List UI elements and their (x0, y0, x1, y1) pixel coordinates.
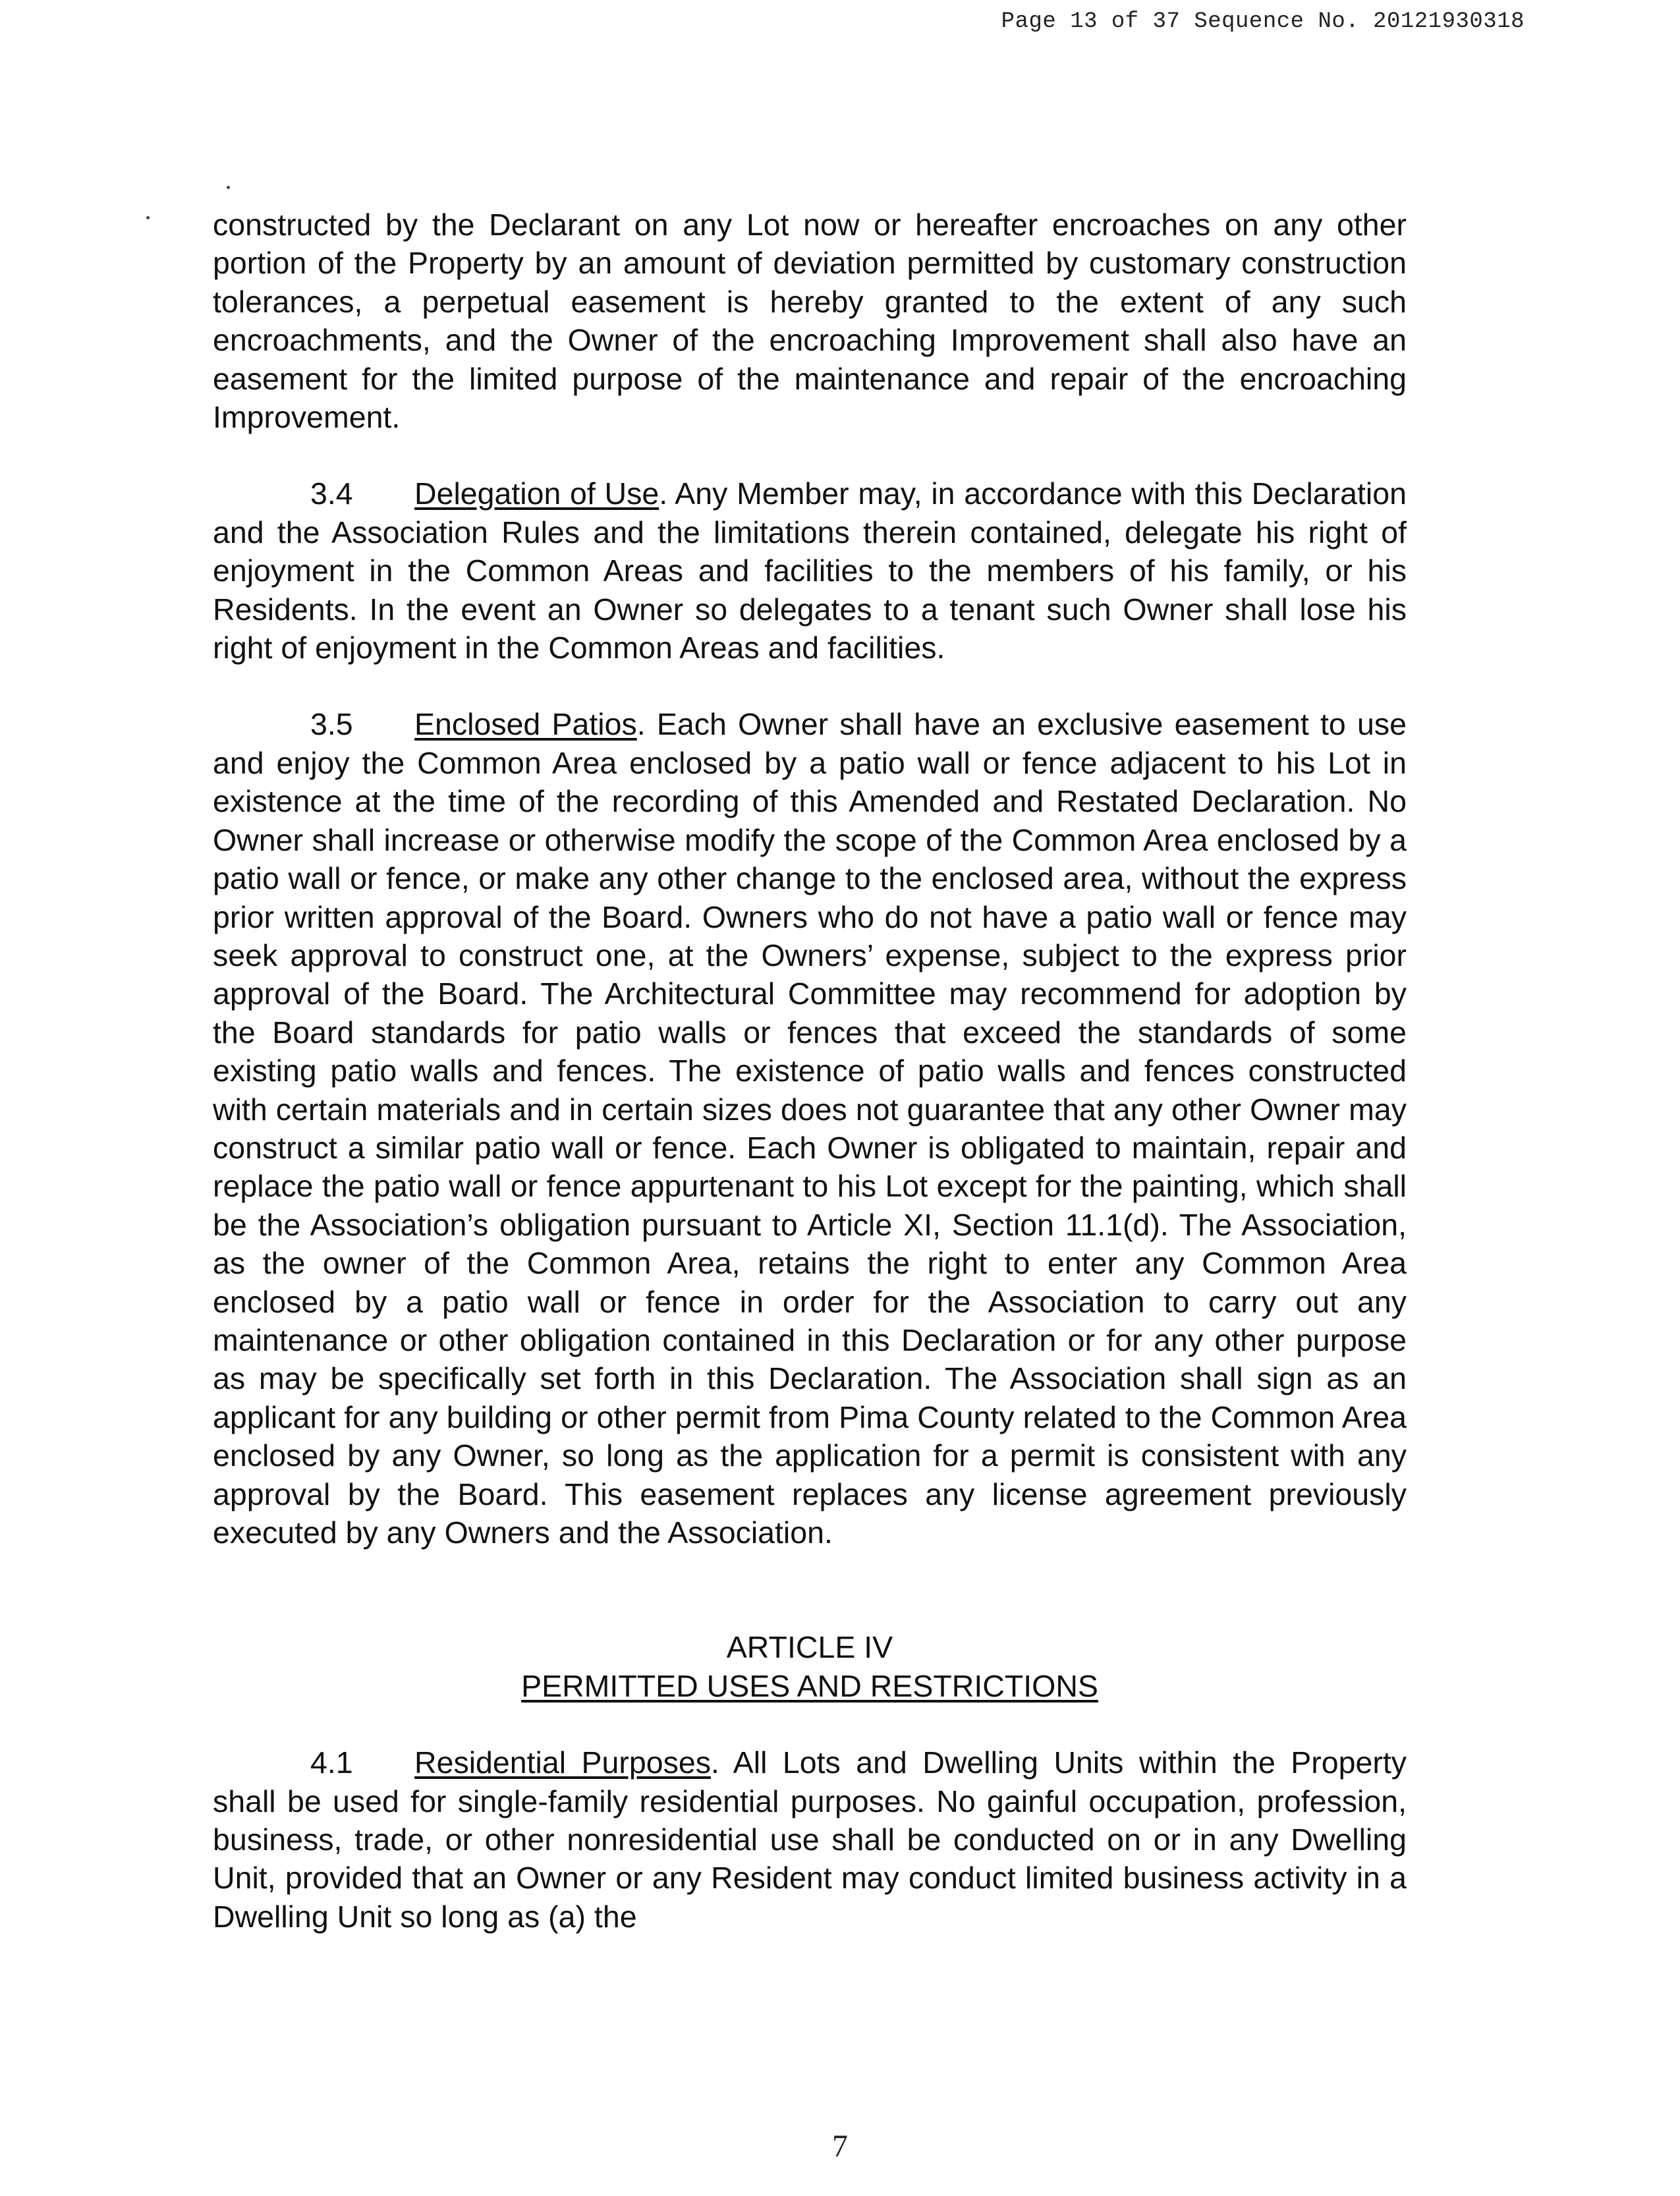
section-title: Delegation of Use (414, 476, 659, 511)
continuation-paragraph: constructed by the Declarant on any Lot now or hereafter encroaches on any other portion of the Property by an amount of deviation permitted by customary construction tolerances, a perpetual easement is hereby granted to the extent of any such encroachments, and the Owner of the encroaching Improvement shall also have an easement for the limited purpose of the maintenance and repair of the encroaching Improvement. (213, 208, 1407, 435)
article-label: ARTICLE IV (726, 1630, 893, 1665)
article-title: PERMITTED USES AND RESTRICTIONS (521, 1668, 1098, 1703)
section-text: . All Lots and Dwelling Units within the Property shall be used for single-family residential purposes. No gainful occupation, profession, business, trade, or other nonresidential use shall be conducted on or in any Dwelling Unit, provided that an Owner or any Resident may conduct limited business activity in a Dwelling Unit so long as (a) the (213, 1745, 1407, 1934)
page-header: Page 13 of 37 Sequence No. 20121930318 (1001, 9, 1525, 34)
section-number: 3.4 (310, 476, 353, 511)
section-number: 4.1 (310, 1745, 353, 1780)
scan-speck (227, 186, 230, 189)
scan-speck (146, 216, 150, 219)
section-title: Enclosed Patios (414, 707, 637, 742)
section-3-4 (213, 474, 1407, 667)
article-heading (213, 1628, 1407, 1705)
page-number: 7 (832, 2129, 848, 2164)
section-number: 3.5 (310, 707, 353, 742)
section-4-1 (213, 1743, 1407, 1936)
section-title: Residential Purposes (414, 1745, 711, 1780)
section-text: . Each Owner shall have an exclusive easement to use and enjoy the Common Area enclosed by a patio wall or fence adjacent to his Lot in existence at the time of the recording of this Amended and Restated Declaration. No Owner shall increase or otherwise modify the scope of the Common Area enclosed by a patio wall or fence, or make any other change to the enclosed area, without the express prior written approval of the Board. Owners who do not have a patio wall or fence may seek approval to construct one, at the Owners’ expense, subject to the express prior approval of the Board. The Architectural Committee may recommend for adoption by the Board standards for patio walls or fences that exceed the standards of some existing patio walls and fences. The existence of patio walls and fences constructed with certain materials and in certain sizes does not guarantee that any other Owner may construct a similar patio wall or fence. Each Owner is obligated to maintain, repair and replace the patio wall or fence appurtenant to his Lot except for the painting, which shall be the Association’s obligation pursuant to Article XI, Section 11.1(d). The Association, as the owner of the Common Area, retains the right to enter any Common Area enclosed by a patio wall or fence in order for the Association to carry out any maintenance or other obligation contained in this Declaration or for any other purpose as may be specifically set forth in this Declaration. The Association shall sign as an applicant for any building or other permit from Pima County related to the Common Area enclosed by any Owner, so long as the application for a permit is consistent with any approval by the Board. This easement replaces any license agreement previously executed by any Owners and the Association. (213, 707, 1407, 1550)
section-text: . Any Member may, in accordance with this Declaration and the Association Rules and the limitations therein contained, delegate his right of enjoyment in the Common Areas and facilities to the members of his family, or his Residents. In the event an Owner so delegates to a tenant such Owner shall lose his right of enjoyment in the Common Areas and facilities. (213, 476, 1407, 665)
section-3-5 (213, 705, 1407, 1552)
document-body (213, 206, 1407, 1974)
